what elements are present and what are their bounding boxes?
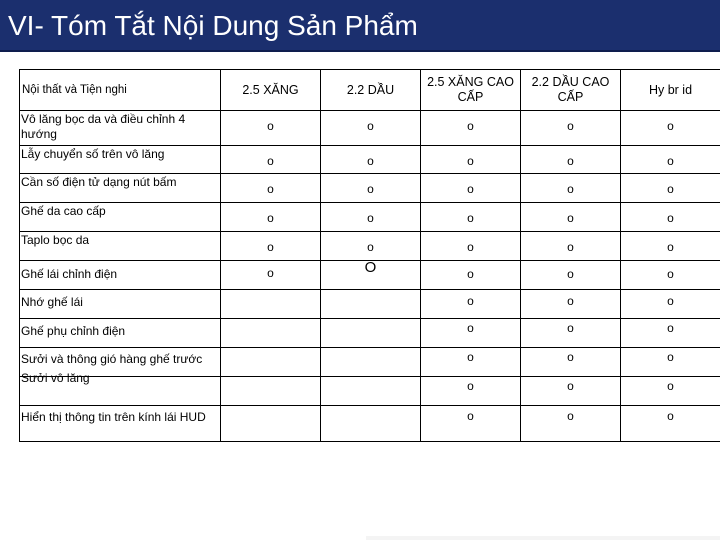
value-cell: o [621, 290, 720, 319]
table-row [20, 348, 720, 377]
value-cell: o [221, 146, 321, 174]
value-cell: o [621, 377, 720, 406]
value-cell: o [521, 319, 621, 348]
value-cell [321, 406, 421, 442]
column-header-25-xang: 2.5 XĂNG [221, 70, 321, 111]
value-cell: o [621, 406, 720, 442]
column-header-22-dau-cao-cap: 2.2 DẦU CAO CẤP [521, 70, 621, 111]
spec-table [19, 69, 720, 442]
value-cell: o [421, 290, 521, 319]
feature-cell: Vô lăng bọc da và điều chỉnh 4 hướng [20, 111, 221, 146]
feature-cell: Nhớ ghế lái [20, 290, 221, 319]
title-bar [0, 0, 720, 52]
column-header-hybrid: Hy br id [621, 70, 720, 111]
table-row [20, 261, 720, 290]
value-cell: o [621, 111, 720, 146]
value-cell: o [321, 146, 421, 174]
feature-cell: Ghế da cao cấp [20, 203, 221, 232]
table-row [20, 406, 720, 442]
value-cell: o [621, 261, 720, 290]
value-cell: o [321, 232, 421, 261]
value-cell [221, 406, 321, 442]
value-cell: o [621, 174, 720, 203]
feature-cell: Ghế phụ chỉnh điện [20, 319, 221, 348]
value-cell: o [621, 203, 720, 232]
value-cell: o [621, 319, 720, 348]
table-row [20, 203, 720, 232]
value-cell: o [521, 232, 621, 261]
value-cell: o [521, 406, 621, 442]
value-cell: o [621, 232, 720, 261]
value-cell: o [321, 174, 421, 203]
value-cell: o [621, 146, 720, 174]
value-cell: o [421, 348, 521, 377]
value-cell: o [321, 203, 421, 232]
value-cell: o [421, 261, 521, 290]
column-header-feature: Nội thất và Tiện nghi [20, 70, 221, 111]
value-cell [221, 290, 321, 319]
value-cell: o [221, 261, 321, 290]
value-cell: o [521, 261, 621, 290]
value-cell [221, 377, 321, 406]
value-cell: o [221, 232, 321, 261]
table-row [20, 174, 720, 203]
value-cell: o [421, 232, 521, 261]
value-cell: O [321, 261, 421, 290]
value-cell [221, 348, 321, 377]
value-cell: o [521, 203, 621, 232]
table-row [20, 290, 720, 319]
value-cell: o [521, 174, 621, 203]
value-cell: o [221, 174, 321, 203]
value-cell: o [421, 203, 521, 232]
table-row [20, 232, 720, 261]
feature-label: Sưởi vô lăng [21, 371, 90, 385]
feature-cell: Cần số điện tử dạng nút bấm [20, 174, 221, 203]
table-row [20, 111, 720, 146]
value-cell: o [521, 111, 621, 146]
value-cell: o [421, 146, 521, 174]
value-cell: o [421, 111, 521, 146]
value-cell [321, 348, 421, 377]
feature-cell: Lẫy chuyển số trên vô lăng [20, 146, 221, 174]
feature-cell: Ghế lái chỉnh điện [20, 261, 221, 290]
value-cell: o [221, 111, 321, 146]
value-cell: o [421, 319, 521, 348]
feature-cell [20, 371, 221, 406]
feature-cell: Sưởi và thông gió hàng ghế trước [20, 348, 221, 377]
feature-cell: Hiển thị thông tin trên kính lái HUD [20, 406, 221, 442]
value-cell [221, 319, 321, 348]
table-row [20, 146, 720, 174]
slide-title: VI- Tóm Tắt Nội Dung Sản Phẩm [8, 10, 418, 41]
value-cell: o [421, 377, 521, 406]
table-row [20, 377, 720, 406]
value-cell: o [521, 146, 621, 174]
value-cell: o [221, 203, 321, 232]
value-cell: o [521, 348, 621, 377]
value-cell: o [521, 377, 621, 406]
value-cell [321, 377, 421, 406]
column-header-25-xang-cao-cap: 2.5 XĂNG CAO CẤP [421, 70, 521, 111]
footer-shade [366, 536, 720, 540]
value-cell: o [421, 406, 521, 442]
value-cell: o [421, 174, 521, 203]
value-cell: o [521, 290, 621, 319]
value-cell [321, 290, 421, 319]
table-row [20, 319, 720, 348]
value-cell: o [621, 348, 720, 377]
column-header-22-dau: 2.2 DẦU [321, 70, 421, 111]
feature-cell: Taplo bọc da [20, 232, 221, 261]
table-header-row [20, 70, 720, 111]
value-cell: o [321, 111, 421, 146]
value-cell [321, 319, 421, 348]
